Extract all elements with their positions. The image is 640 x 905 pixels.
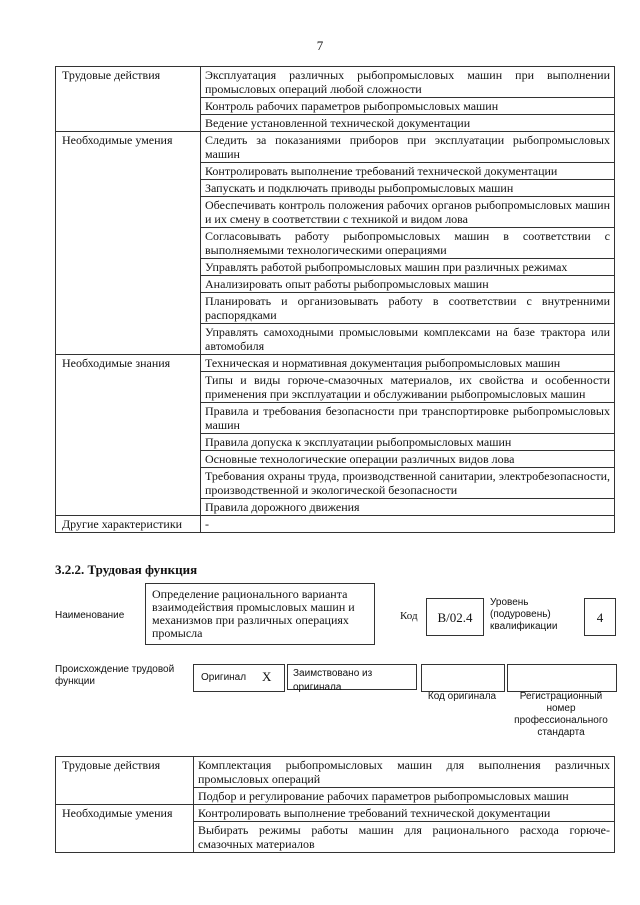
labor-actions-table (55, 756, 615, 853)
row-item: Правила допуска к эксплуатации рыбопромысловых машин (201, 434, 615, 451)
row-item: Типы и виды горюче-смазочных материалов, их свойства и особенности применения при эксплуатации и обслуживании рыбопромысловых машин (201, 372, 615, 403)
table-row (56, 67, 615, 98)
table-row (56, 132, 615, 163)
row-item: Управлять самоходными промысловыми комплексами на базе трактора или автомобиля (201, 324, 615, 355)
row-label: Необходимые умения (56, 805, 194, 853)
reg-number-cell (507, 664, 617, 692)
row-item: Контроль рабочих параметров рыбопромысловых машин (201, 98, 615, 115)
origin-code-cell (421, 664, 505, 692)
code-label: Код (400, 610, 418, 622)
origin-label: Происхождение трудовой функции (55, 664, 175, 687)
level-label: Уровень (подуровень) квалификации (490, 597, 558, 632)
level-value: 4 (584, 598, 616, 636)
row-item: Выбирать режимы работы машин для рационального расхода горюче-смазочных материалов (194, 822, 615, 853)
origin-code-label: Код оригинала (427, 691, 497, 702)
row-item: Комплектация рыбопромысловых машин для выполнения различных промысловых операций (194, 757, 615, 788)
original-label: Оригинал (201, 672, 247, 683)
labor-actions-table-body (56, 757, 615, 853)
row-item: Правила и требования безопасности при транспортировке рыбопромысловых машин (201, 403, 615, 434)
row-item: Следить за показаниями приборов при эксплуатации рыбопромысловых машин (201, 132, 615, 163)
row-item: Техническая и нормативная документация рыбопромысловых машин (201, 355, 615, 372)
name-value: Определение рационального варианта взаимодействия промысловых машин и механизмов при различных операциях промысла (145, 583, 375, 645)
row-item: Обеспечивать контроль положения рабочих органов рыбопромысловых машин и их смену в соответствии с техникой и видом лова (201, 197, 615, 228)
table-row (56, 757, 615, 788)
borrowed-cell (287, 664, 417, 693)
original-cell (193, 664, 285, 692)
row-item: Правила дорожного движения (201, 499, 615, 516)
table-row (56, 355, 615, 372)
row-item: Эксплуатация различных рыбопромысловых машин при выполнении промысловых операций любой сложности (201, 67, 615, 98)
row-item: Требования охраны труда, производственной санитарии, электробезопасности, производственной и экологической безопасности (201, 468, 615, 499)
row-item: Основные технологические операции различных видов лова (201, 451, 615, 468)
table-row (56, 805, 615, 822)
row-item: - (201, 516, 615, 533)
row-item: Анализировать опыт работы рыбопромысловых машин (201, 276, 615, 293)
row-label: Необходимые умения (56, 132, 201, 355)
table-row (56, 516, 615, 533)
row-label: Необходимые знания (56, 355, 201, 516)
row-label: Трудовые действия (56, 757, 194, 805)
row-item: Согласовывать работу рыбопромысловых машин в соответствии с выполняемыми технологическими операциями (201, 228, 615, 259)
original-mark: X (262, 669, 272, 684)
row-item: Планировать и организовывать работу в соответствии с внутренними распорядками (201, 293, 615, 324)
competency-table-body (56, 67, 615, 533)
row-item: Управлять работой рыбопромысловых машин при различных режимах (201, 259, 615, 276)
row-label: Другие характеристики (56, 516, 201, 533)
page-number: 7 (316, 38, 324, 53)
competency-table (55, 66, 615, 533)
row-label: Трудовые действия (56, 67, 201, 132)
row-item: Запускать и подключать приводы рыбопромысловых машин (201, 180, 615, 197)
row-item: Подбор и регулирование рабочих параметров рыбопромысловых машин (194, 788, 615, 805)
borrowed-label: Заимствовано из оригинала (293, 668, 373, 693)
code-value: B/02.4 (426, 598, 484, 636)
row-item: Контролировать выполнение требований технической документации (194, 805, 615, 822)
name-label: Наименование (55, 610, 125, 621)
row-item: Контролировать выполнение требований технической документации (201, 163, 615, 180)
section-title: 3.2.2. Трудовая функция (55, 562, 198, 577)
row-item: Ведение установленной технической документации (201, 115, 615, 132)
reg-number-label: Регистрационный номер профессионального стандарта (514, 691, 608, 738)
